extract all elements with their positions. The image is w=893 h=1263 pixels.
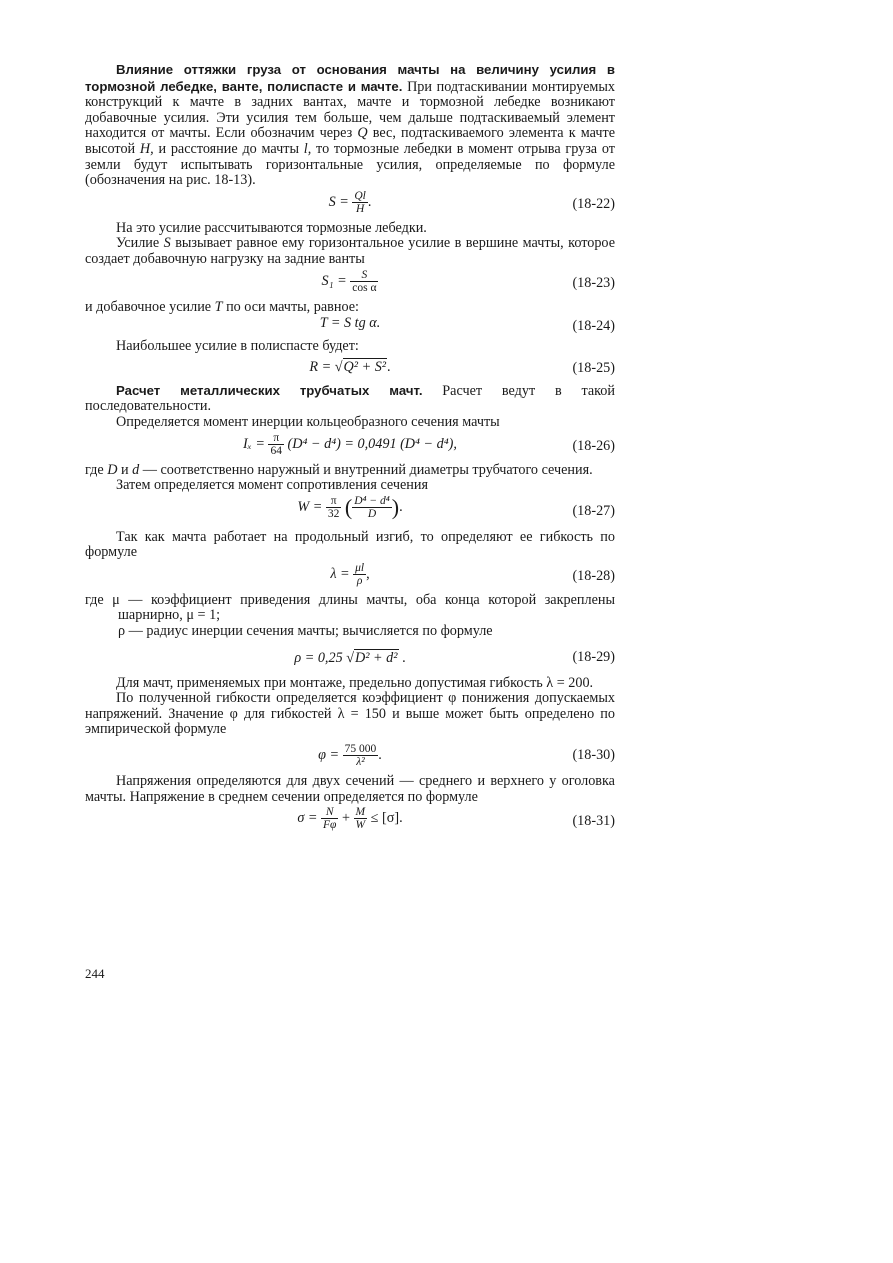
equation-number: (18-29) — [572, 648, 615, 665]
equation-number: (18-23) — [572, 274, 615, 291]
paragraph: На это усилие рассчитываются тормозные лебедки. — [116, 219, 427, 236]
paragraph: Влияние оттяжки груза от основания мачты на величину усилия в тормозной лебедке, ванте, полиспасте и мачте. При подтаскивании монтируемых конструкций к мачте в задних вантах, мачте и тормозной лебедке возникают добавочные усилия. Эти усилия тем больше, чем дальше подтаскиваемый элемент находится от мачты. Если обозначим через Q вес, подтаскиваемого элемента к мачте высотой H, и расстояние до мачты l, то тормозные лебедки в момент отрыва груза от земли будут испытывать горизонтальные усилия, определяемые по формуле (обозначения на рис. 18-13). — [85, 62, 615, 189]
paragraph: По полученной гибкости определяется коэффициент φ понижения допускаемых напряжений. Значение φ для гибкостей λ = 150 и выше может быть определено по эмпирической формуле — [85, 690, 615, 738]
equation-number: (18-22) — [572, 195, 615, 212]
definition-item: где μ — коэффициент приведения длины мачты, оба конца которой закреплены шарнирно, μ = 1; — [85, 591, 615, 624]
paragraph: Так как мачта работает на продольный изгиб, то определяют ее гибкость по формуле — [85, 528, 615, 561]
equation-18-23: S₁ = $\frac{S}{\text{cos α}}$ (18-23) — [321, 268, 615, 294]
paragraph: и добавочное усилие T по оси мачты, равное: — [85, 298, 359, 315]
paragraph: Для мачт, применяемых при монтаже, предельно допустимая гибкость λ = 200. — [116, 674, 594, 691]
equation-18-29: ρ = 0,25 √D² + d² . (18-29) — [294, 648, 615, 666]
equation-18-25: R = √Q² + S². (18-25) — [309, 358, 615, 376]
paragraph: Определяется момент инерции кольцеобразного сечения мачты — [116, 413, 500, 430]
section-heading: Расчет металлических трубчатых мачт. — [116, 382, 423, 398]
equation-number: (18-28) — [572, 568, 615, 585]
equation-18-28: λ = $\frac{\mu l}{\rho}$ , (18-28) — [330, 561, 615, 587]
section-heading: Влияние оттяжки груза от основания мачты на величину усилия в тормозной лебедке, ванте, полиспасте и мачте. — [85, 62, 615, 94]
equation-number: (18-24) — [572, 318, 615, 335]
paragraph: Расчет металлических трубчатых мачт. Расчет ведут в такой последовательности. — [85, 382, 615, 415]
equation-number: (18-31) — [572, 813, 615, 830]
paragraph: где D и d — соответственно наружный и внутренний диаметры трубчатого сечения. — [85, 461, 593, 478]
equation-number: (18-27) — [572, 502, 615, 519]
equation-18-31: σ = $\frac{N}{F\varphi}$ + $\frac{M}{W}$ ≤ [σ]. (18-31) — [297, 806, 615, 832]
equation-number: (18-30) — [572, 747, 615, 764]
page-number: 244 — [85, 966, 105, 981]
equation-number: (18-26) — [572, 437, 615, 454]
page-body — [85, 62, 615, 839]
equation-number: (18-25) — [572, 359, 615, 376]
paragraph: Наибольшее усилие в полиспасте будет: — [116, 338, 359, 355]
equation-18-24: T = S tg α. (18-24) — [319, 315, 615, 335]
paragraph: Напряжения определяются для двух сечений — среднего и верхнего у оголовка мачты. Напряжение в среднем сечении определяется по формуле — [85, 773, 615, 805]
equation-18-27: W = $\frac{\pi}{32}$ ( $\frac{\text{D⁴ − d⁴}}{D}$ ). (18-27) — [297, 494, 615, 520]
definition-item: ρ — радиус инерции сечения мачты; вычисляется по формуле — [118, 623, 493, 640]
equation-18-26: Iₓ = $\frac{\pi}{64}$ (D⁴ − d⁴) = 0,0491 (D⁴ − d⁴), (18-26) — [243, 431, 615, 457]
equation-18-22: S = $\frac{Ql}{H}$ . (18-22) — [328, 189, 615, 215]
paragraph: Усилие S вызывает равное ему горизонтальное усилие в вершине мачты, которое создает добавочную нагрузку на задние ванты — [85, 235, 615, 267]
paragraph: Затем определяется момент сопротивления сечения — [116, 477, 429, 494]
equation-18-30: φ = $\frac{75 000}{\text{λ²}}$ . (18-30) — [318, 743, 615, 769]
